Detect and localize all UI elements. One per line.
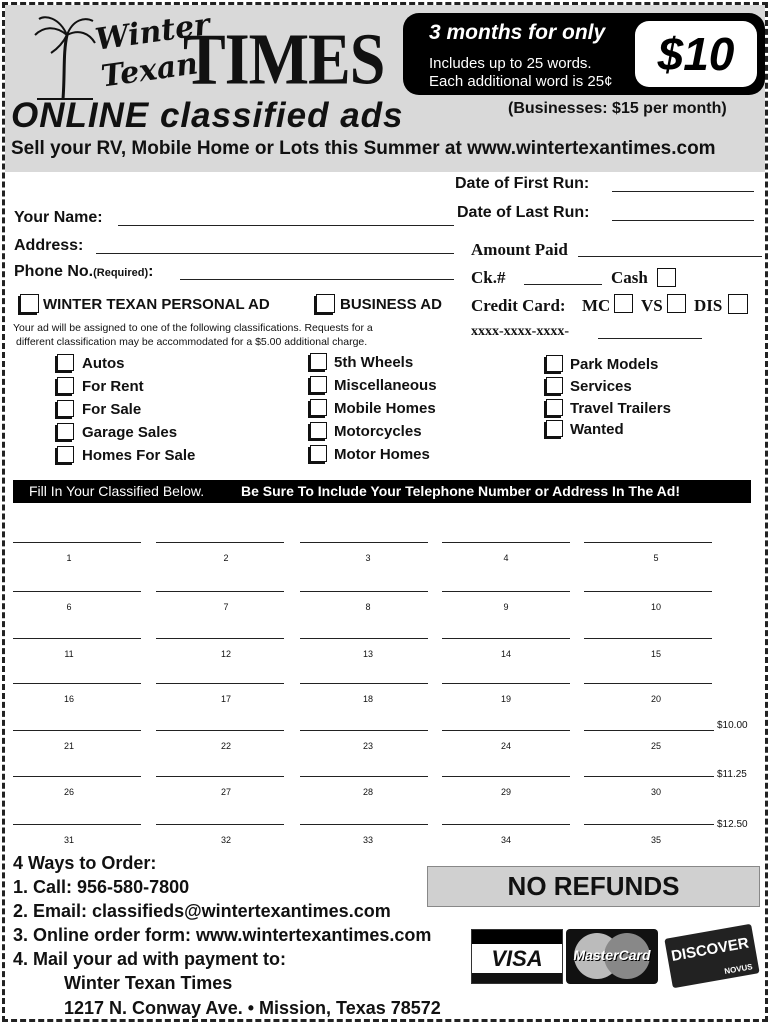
word-number: 12	[220, 649, 231, 659]
word-field[interactable]	[13, 529, 141, 543]
word-number: 13	[362, 649, 373, 659]
mc-checkbox[interactable]	[614, 294, 633, 313]
word-number: 34	[500, 835, 511, 845]
word-number: 24	[500, 741, 511, 751]
classification-label: For Sale	[82, 401, 142, 418]
business-ad-checkbox[interactable]	[316, 294, 335, 313]
your-name-field[interactable]	[118, 209, 454, 226]
fill-in-bar	[13, 480, 751, 503]
classification-checkbox[interactable]	[546, 399, 563, 416]
visa-logo: VISA	[471, 929, 563, 984]
word-number: 20	[650, 694, 661, 704]
promo-title: 3 months for only	[429, 21, 606, 44]
classification-checkbox[interactable]	[57, 446, 74, 463]
word-number: 8	[365, 602, 371, 612]
word-field[interactable]	[156, 763, 284, 777]
classification-label: Services	[570, 378, 632, 395]
classification-checkbox[interactable]	[310, 445, 327, 462]
discover-logo: DISCOVER NOVUS	[664, 924, 759, 989]
last-run-field[interactable]	[612, 204, 754, 221]
word-field[interactable]	[300, 578, 428, 592]
word-field[interactable]	[584, 763, 714, 777]
classification-checkbox[interactable]	[57, 423, 74, 440]
classification-label: Motorcycles	[334, 423, 422, 440]
word-number: 10	[650, 602, 661, 612]
businesses-note: (Businesses: $15 per month)	[508, 100, 727, 117]
phone-label: Phone No.(Required):	[14, 263, 154, 280]
mail-address: 1217 N. Conway Ave. • Mission, Texas 78572	[64, 998, 441, 1018]
word-number: 15	[650, 649, 661, 659]
word-number: 5	[653, 553, 659, 563]
word-field[interactable]	[584, 529, 712, 543]
classification-note-2: different classification may be accommodated for a $5.00 additional charge.	[16, 336, 368, 348]
word-number: 2	[223, 553, 229, 563]
word-number: 28	[362, 787, 373, 797]
word-field[interactable]	[300, 670, 428, 684]
classification-label: Motor Homes	[334, 446, 430, 463]
classification-checkbox[interactable]	[546, 420, 563, 437]
mail-name: Winter Texan Times	[64, 973, 233, 993]
word-number: 18	[362, 694, 373, 704]
word-number: 11	[64, 649, 74, 659]
phone-field[interactable]	[180, 263, 454, 280]
word-field[interactable]	[300, 763, 428, 777]
fill-in-instruction: Fill In Your Classified Below.	[29, 483, 205, 499]
classification-checkbox[interactable]	[310, 353, 327, 370]
tagline: Sell your RV, Mobile Home or Lots this Summer at www.wintertexantimes.com	[11, 138, 716, 159]
fill-in-reminder: Be Sure To Include Your Telephone Number or Address In The Ad!	[241, 483, 680, 499]
check-number-field[interactable]	[524, 268, 602, 285]
word-number: 16	[63, 694, 74, 704]
word-field[interactable]	[13, 625, 141, 639]
cash-checkbox[interactable]	[657, 268, 676, 287]
word-field[interactable]	[13, 578, 141, 592]
classification-note-1: Your ad will be assigned to one of the following classifications. Requests for a	[13, 322, 373, 334]
promo-box	[403, 13, 765, 95]
classification-label: 5th Wheels	[334, 354, 414, 371]
word-number: 3	[365, 553, 371, 563]
word-field[interactable]	[156, 625, 284, 639]
classification-checkbox[interactable]	[310, 399, 327, 416]
classification-checkbox[interactable]	[310, 422, 327, 439]
business-ad-label: BUSINESS AD	[340, 296, 442, 313]
word-number: 6	[66, 602, 72, 612]
word-number: 31	[63, 835, 74, 845]
no-refunds-banner: NO REFUNDS	[427, 866, 760, 907]
classification-label: Park Models	[570, 356, 659, 373]
classification-label: For Rent	[82, 378, 144, 395]
price-row-6: $11.25	[717, 769, 747, 780]
order-call: 1. Call: 956-580-7800	[13, 877, 190, 897]
word-number: 9	[503, 602, 509, 612]
order-online: 3. Online order form: www.wintertexantimes.com	[13, 925, 432, 945]
order-mail: 4. Mail your ad with payment to:	[13, 949, 287, 969]
word-field[interactable]	[156, 578, 284, 592]
classification-checkbox[interactable]	[546, 355, 563, 372]
mc-label: MC	[582, 296, 611, 315]
classification-label: Mobile Homes	[334, 400, 436, 417]
word-field[interactable]	[300, 811, 428, 825]
amount-paid-field[interactable]	[578, 240, 762, 257]
word-field[interactable]	[584, 578, 712, 592]
word-field[interactable]	[300, 529, 428, 543]
word-field[interactable]	[442, 763, 570, 777]
classification-checkbox[interactable]	[57, 400, 74, 417]
personal-ad-checkbox[interactable]	[20, 294, 39, 313]
word-number: 7	[223, 602, 229, 612]
word-field[interactable]	[584, 717, 714, 731]
winter-texan-times-logo	[33, 7, 385, 103]
promo-line-1: Includes up to 25 words.	[429, 55, 592, 72]
word-field[interactable]	[584, 670, 712, 684]
word-number: 35	[650, 835, 661, 845]
word-number: 22	[220, 741, 231, 751]
header	[5, 5, 765, 172]
word-field[interactable]	[442, 578, 570, 592]
word-field[interactable]	[300, 625, 428, 639]
word-number: 19	[500, 694, 511, 704]
classification-label: Travel Trailers	[570, 400, 671, 417]
classification-checkbox[interactable]	[546, 377, 563, 394]
amount-paid-label: Amount Paid	[471, 240, 568, 259]
palm-tree-icon	[33, 13, 97, 101]
vs-checkbox[interactable]	[667, 294, 686, 313]
word-number: 27	[220, 787, 231, 797]
word-field[interactable]	[13, 811, 141, 825]
classification-label: Autos	[82, 355, 125, 372]
cash-label: Cash	[611, 268, 648, 287]
your-name-label: Your Name:	[14, 209, 103, 226]
classification-label: Wanted	[570, 421, 624, 438]
order-title: 4 Ways to Order:	[13, 853, 157, 873]
personal-ad-label: WINTER TEXAN PERSONAL AD	[43, 296, 270, 313]
word-number: 25	[650, 741, 661, 751]
word-number: 29	[500, 787, 511, 797]
first-run-field[interactable]	[612, 175, 754, 192]
classification-checkbox[interactable]	[310, 376, 327, 393]
word-field[interactable]	[442, 717, 570, 731]
logo-times: TIMES	[183, 18, 385, 100]
dis-checkbox[interactable]	[728, 294, 748, 314]
card-number-field[interactable]	[598, 323, 702, 339]
word-number: 30	[650, 787, 661, 797]
vs-label: VS	[641, 296, 663, 315]
word-field[interactable]	[156, 811, 284, 825]
word-number: 33	[362, 835, 373, 845]
promo-price: $10	[635, 21, 757, 87]
promo-line-2: Each additional word is 25¢	[429, 73, 613, 90]
check-number-label: Ck.#	[471, 268, 506, 287]
classification-checkbox[interactable]	[57, 354, 74, 371]
word-field[interactable]	[13, 717, 141, 731]
classification-label: Garage Sales	[82, 424, 178, 441]
logo-texan: Texan	[99, 46, 201, 95]
price-row-5: $10.00	[717, 720, 748, 731]
word-number: 17	[220, 694, 231, 704]
mastercard-logo: MasterCard	[566, 929, 658, 984]
word-number: 23	[362, 741, 373, 751]
word-field[interactable]	[156, 529, 284, 543]
order-email: 2. Email: classifieds@wintertexantimes.com	[13, 901, 391, 921]
card-number-label: xxxx-xxxx-xxxx-	[471, 324, 569, 339]
word-number: 1	[66, 553, 72, 563]
address-field[interactable]	[96, 237, 454, 254]
word-number: 14	[500, 649, 511, 659]
classification-checkbox[interactable]	[57, 377, 74, 394]
word-field[interactable]	[584, 625, 712, 639]
word-field[interactable]	[584, 811, 714, 825]
word-field[interactable]	[300, 717, 428, 731]
first-run-label: Date of First Run:	[455, 175, 590, 192]
last-run-label: Date of Last Run:	[457, 204, 590, 221]
word-field[interactable]	[156, 670, 284, 684]
word-field[interactable]	[13, 670, 141, 684]
word-number: 26	[63, 787, 74, 797]
dis-label: DIS	[694, 296, 723, 315]
address-label: Address:	[14, 237, 84, 254]
classification-label: Miscellaneous	[334, 377, 437, 394]
classification-label: Homes For Sale	[82, 447, 196, 464]
word-number: 32	[220, 835, 231, 845]
word-field[interactable]	[442, 625, 570, 639]
word-number: 21	[63, 741, 74, 751]
word-field[interactable]	[442, 670, 570, 684]
word-field[interactable]	[156, 717, 284, 731]
word-field[interactable]	[442, 811, 570, 825]
price-row-7: $12.50	[717, 819, 748, 830]
logo-winter: Winter	[93, 7, 213, 58]
word-field[interactable]	[13, 763, 141, 777]
credit-card-label: Credit Card:	[471, 296, 566, 315]
word-field[interactable]	[442, 529, 570, 543]
word-number: 4	[503, 553, 509, 563]
online-classified-title: ONLINE classified ads	[11, 96, 404, 135]
